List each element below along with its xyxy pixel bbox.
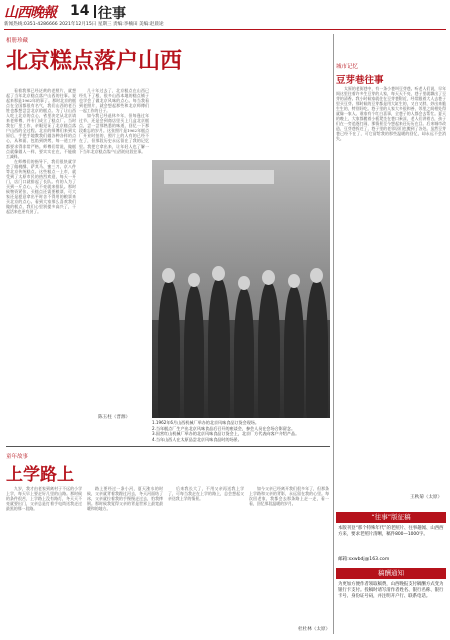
photo-figure bbox=[158, 280, 180, 418]
article2-column-3 bbox=[168, 486, 244, 636]
article1-paragraph: 在师傅们的指导下，我们很快就学会了做桃酥、萨其马、蜜三刀、京八件等北京传统糕点。这些糕点一上市，就受到了太原市民的热烈欢迎，每天一开门，店门口就排起了长队。有的人为了买到一斤点心，天不亮就来排队。那时候物资紧张，买糕点还需要粮票，可大家还是愿意拿出平时舍不得用的粮票来买北京的点心。看到大家那么喜欢我们做的糕点，我们心里别提多高兴了，干起活来也更有劲了。 bbox=[6, 158, 76, 215]
photo-face bbox=[212, 266, 225, 281]
article1-paragraph: 几十年过去了，北京糕点在山西已经扎下了根，很多山西本地的糕点铺子也学会了做北京风味的点心。每当我看到老照片，就会想起那些和北京师傅们一起工作的日子。 bbox=[79, 88, 149, 114]
masthead bbox=[0, 0, 450, 26]
photo-figure bbox=[284, 286, 304, 418]
article2-paragraph: 如今父亲已经离开我们很多年了，但那条上学路和父亲的背影，永远留在我的心里。每次回老家，我都会去那条路上走一走，看一看，回忆那段温暖的岁月。 bbox=[249, 486, 329, 507]
photo-banner bbox=[164, 170, 274, 184]
article2-headline: 上学路上 bbox=[6, 465, 74, 485]
article3-headline: 豆芽巷往事 bbox=[336, 75, 384, 86]
article3-tag: 城市记忆 bbox=[336, 64, 359, 70]
article2-column-4 bbox=[249, 486, 329, 626]
promo-box bbox=[336, 512, 446, 632]
photo-figure bbox=[208, 278, 230, 418]
photo-figure bbox=[234, 288, 254, 418]
photo-face bbox=[238, 276, 250, 290]
photo-face bbox=[262, 270, 275, 285]
photo-face bbox=[310, 268, 323, 283]
photo-figure bbox=[258, 282, 280, 418]
archival-photo bbox=[152, 160, 330, 418]
section-title: 往事 bbox=[98, 6, 126, 22]
article1-column-2 bbox=[79, 88, 149, 410]
caption-line: 1.1962年6月山西机械厂举办的北京风味食品订货会现场。 bbox=[152, 420, 259, 425]
article3-byline: 王秋菊（太原） bbox=[410, 495, 443, 500]
article2-column-1 bbox=[6, 486, 82, 636]
newspaper-logo: 山西晚報 bbox=[4, 5, 56, 21]
article3-body bbox=[336, 86, 446, 490]
caption-line: 2.当年糕点厂生产出北京风味食品后召开的座谈会，参会人员在会场合影留念。 bbox=[152, 425, 296, 431]
royalty-notice-header: 稿酬通知 bbox=[336, 568, 446, 579]
article1-tag: 相册珍藏 bbox=[6, 38, 29, 44]
promo-email[interactable]: 邮箱:sxwbdj@163.com bbox=[338, 557, 390, 562]
masthead-divider bbox=[94, 5, 96, 18]
caption-line: 4.当年山西人在太原品尝北京风味食品时的场景。 bbox=[152, 436, 242, 442]
article1-headline: 北京糕点落户山西 bbox=[6, 49, 183, 74]
section-divider bbox=[6, 446, 330, 447]
article1-column-1 bbox=[6, 88, 76, 423]
photo-figure bbox=[184, 285, 204, 418]
article1-byline: 陈玉柱（晋源） bbox=[98, 415, 131, 420]
article2-paragraph: 九岁，我才由老家到离村子不远的小学上学，每天早上要走好几里的山路。那时候的条件很苦，上学路上没有路灯，冬天天不亮就要出门，父亲总是打着手电筒送我走过最黑的那一段路。 bbox=[6, 486, 82, 512]
article1-paragraph: 看着我那已经泛黄的老照片，就想起了当年北京糕点落户山西的往事。说起来那是1962年的事了。那时北京的糕点在全国都很有名气，我们山西的老百姓也都想尝尝北京的糕点。为了让山西人吃上北京的点心，省里决定从北京请来老师傅，并专门成立了糕点厂。当时我在厂里工作，亲眼见证了北京糕点落户山西的全过程。北京的师傅们来到太原后，手把手地教我们做各种各样的点心，从和面、包馅到烘烤，每一道工序都要求得非常严格。师傅们常说，做糕点就像做人一样，要实实在在，不能偷工减料。 bbox=[6, 88, 76, 159]
article1-paragraph: 如今我已经退休多年，但每逢过年过节，还是会到商店里买上几盒北京糕点，尝一尝那熟悉的味道，回忆一下那段难忘的岁月。这张照片是1962年糕点厂开业时拍的，照片上的人有的已经不在了，但那段历史永远留在了我的记忆里。我把它拿出来，让年轻人也了解一下当年北京糕点落户山西的这段往事。 bbox=[79, 113, 149, 154]
photo-face bbox=[162, 268, 175, 283]
promo-body: 本版刊登“那个特殊年代”的老照片、往事趣闻、山西西方来，要求老照片清晰，稿件800—1000字。 bbox=[338, 526, 444, 537]
article2-column-2 bbox=[87, 486, 163, 636]
masthead-rule bbox=[4, 29, 446, 30]
masthead-info: 新闻热线:0351-4286666 2021年12月15日 星期三 责编:李楠田 美编:赵晨途 bbox=[4, 22, 164, 27]
page-number: 14 bbox=[70, 3, 90, 19]
article2-paragraph: 后来我长大了，不用父亲再送我上学了，可每当我走在上学的路上，总会想起父亲送我上学的情景。 bbox=[168, 486, 244, 502]
article3-paragraph: 太原的老街巷中，有一条小巷叫豆芽巷。听老人们说，早年间这里住着许多生豆芽的人家，每天天不亮，巷子里就飘出了豆芽的清香。我小时候家就住在豆芽巷附近，经常跟着大人去巷子里买豆芽。那时候的豆芽都是用大缸生的，又白又胖，炒出来脆生生的，特别好吃。巷子里的人家大多很和善，邻里之间相处得就像一家人。谁家有个红白喜事，全巷子的人都会去帮忙。夏天的晚上，大家都搬着小板凳坐在巷口乘凉，老人们讲着古，孩子们在一旁追逐打闹，那情景至今想起来还历历在目。后来城市改造，豆芽巷拆迁了，巷子里的老邻居们也搬到了各处。虽然豆芽巷已经不在了，可它留给我的那些温暖的回忆，却永远不会消失。 bbox=[336, 86, 446, 142]
caption-line: 3.国营红山机械厂举办的北京风味食品订货会上，北京厂方代表向客户介绍产品。 bbox=[152, 431, 300, 437]
article2-byline: 杜杜林（太原） bbox=[298, 627, 331, 632]
column-divider bbox=[333, 34, 334, 634]
photo-face bbox=[188, 273, 200, 287]
photo-caption bbox=[152, 420, 330, 442]
photo-figure bbox=[306, 280, 328, 418]
photo-face bbox=[288, 274, 300, 288]
article2-paragraph: 路上要经过一条小河，夏天涨水的时候，父亲就背着我蹚过河去，冬天河面结了冰，父亲就拉着我的手慢慢走过去，怕我摔倒。那时候我觉得父亲的背是世界上最宽最暖和的地方。 bbox=[87, 486, 163, 512]
article2-tag: 童年故事 bbox=[6, 454, 29, 460]
promo-header: “往事”版征稿 bbox=[336, 512, 446, 523]
royalty-notice-body: 为更加方便作者领取稿费，山西晚报支付稿酬方式变为银行卡支付。投稿时请写清作者姓名、银行名称、银行卡号、身份证号码，并注明开户行、联系电话。 bbox=[338, 582, 444, 599]
